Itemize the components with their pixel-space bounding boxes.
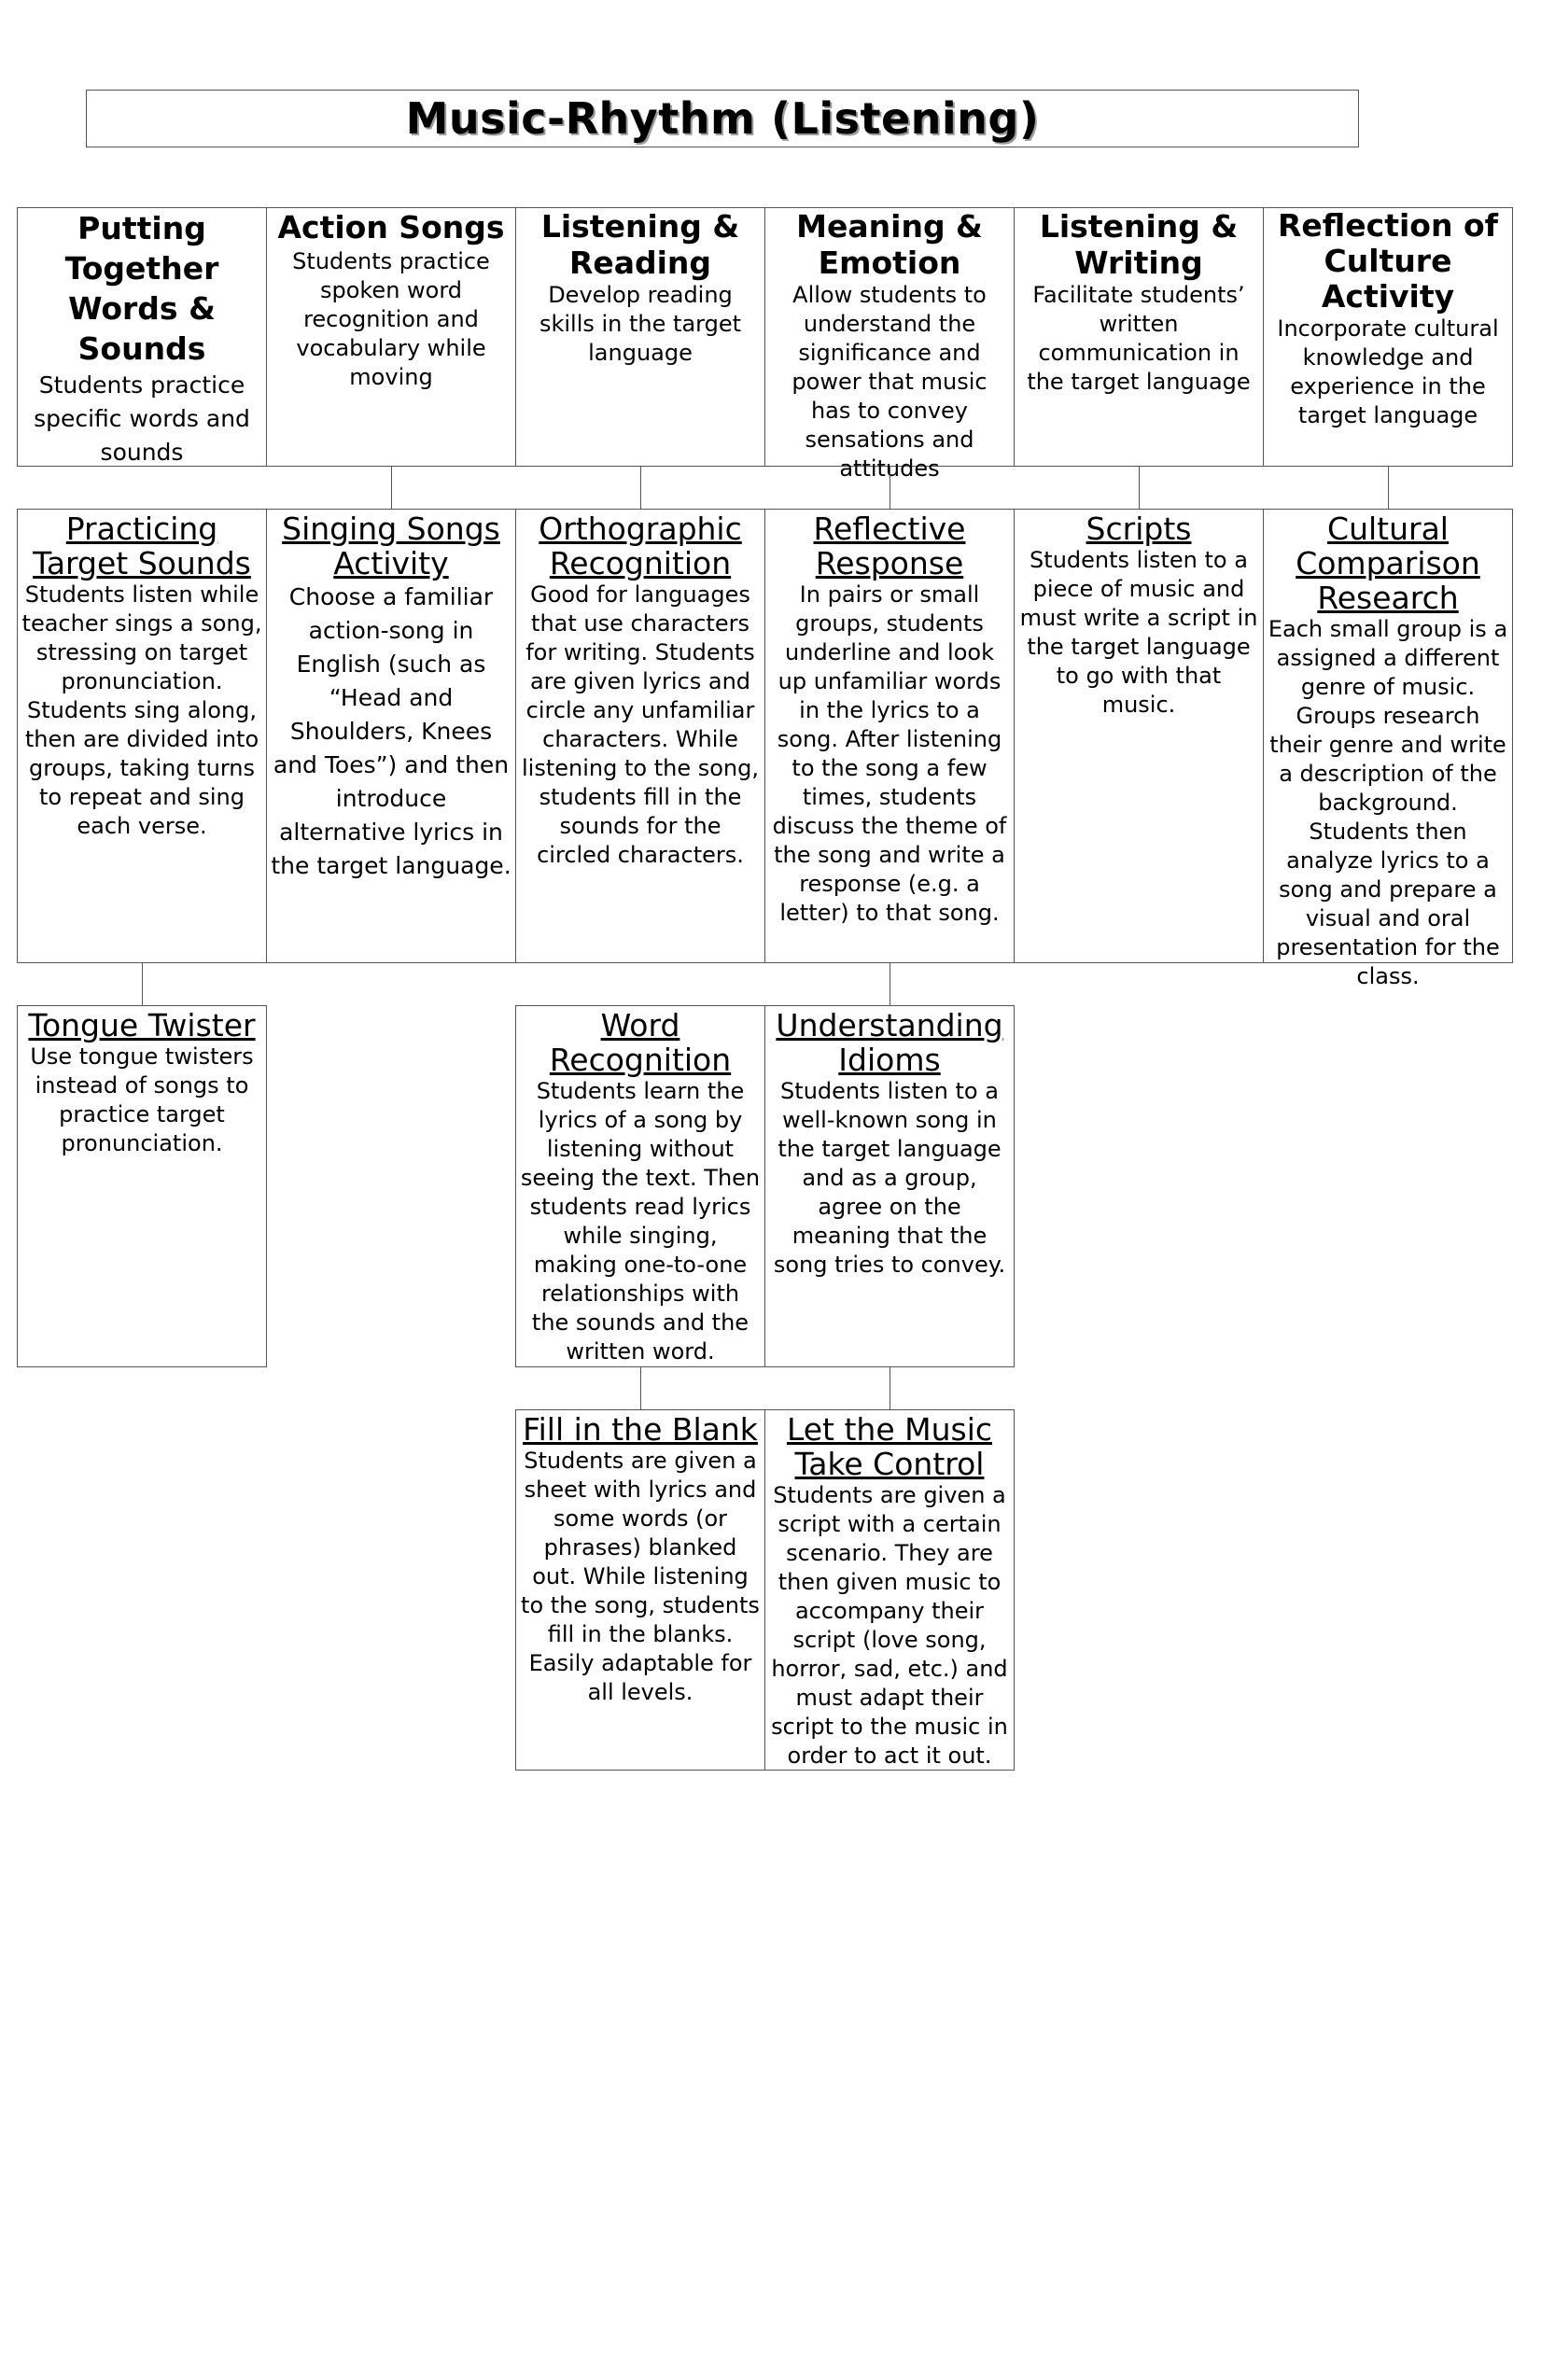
title-box	[86, 90, 1359, 147]
activity-tongue-twister	[17, 1005, 267, 1367]
activity-title: Fill in the Blank	[523, 1411, 758, 1448]
activity-description: Students are given a sheet with lyrics and some words (or phrases) blanked out. While listening to the song, students fill in the blanks. Easily adaptable for all levels.	[521, 1448, 760, 1705]
activity-description: Students are given a script with a certain scenario. They are then given music to accompany their script (love song, horror, sad, etc.) and must adapt their script to the music in order to act it out.	[771, 1482, 1008, 1769]
activity-description: Use tongue twisters instead of songs to practice target pronunciation.	[30, 1043, 254, 1156]
activity-description: Choose a familiar action-song in English (such as “Head and Shoulders, Knees and Toes”) and then introduce alternative lyrics in the target language.	[271, 583, 511, 879]
category-description: Students practice specific words and sounds	[34, 371, 250, 466]
activity-title: Scripts	[1086, 511, 1192, 547]
category-box-action-songs	[266, 207, 516, 467]
connector-line	[391, 467, 392, 509]
activity-title: Orthographic Recognition	[539, 511, 742, 581]
activity-description: Students listen to a piece of music and must write a script in the target language to go with that music.	[1019, 547, 1258, 718]
activity-description: Each small group is a assigned a different genre of music. Groups research their genre and write a description of the background. Students then analyze lyrics to a song and prepare a visual and oral presentation for the class.	[1268, 616, 1508, 989]
category-heading: Meaning & Emotion	[796, 208, 983, 281]
activity-description: Students listen while teacher sings a song, stressing on target pronunciation. Students sing along, then are divided into groups, taking turns to repeat and sing each verse.	[21, 581, 262, 839]
activity-singing-songs	[266, 509, 516, 963]
connector-line	[142, 963, 143, 1005]
activity-title: Cultural Comparison Research	[1296, 511, 1480, 616]
category-heading: Putting Together Words & Sounds	[64, 210, 219, 367]
activity-title: Understanding Idioms	[776, 1007, 1003, 1078]
category-box-reflection-culture	[1263, 207, 1513, 467]
connector-line	[640, 1367, 641, 1409]
connector-line	[1139, 467, 1140, 509]
category-description: Facilitate students’ written communication in the target language	[1027, 282, 1251, 395]
activity-cultural-comparison	[1263, 509, 1513, 989]
page-title: Music-Rhythm (Listening)	[405, 93, 1040, 144]
activity-reflective-response	[764, 509, 1015, 963]
activity-scripts	[1014, 509, 1264, 963]
category-box-meaning-emotion	[764, 207, 1015, 482]
category-description: Students practice spoken word recognition and vocabulary while moving	[292, 248, 490, 390]
category-box-listening-reading	[515, 207, 765, 467]
category-description: Incorporate cultural knowledge and experience in the target language	[1277, 315, 1499, 428]
activity-title: Word Recognition	[549, 1007, 732, 1078]
activity-fill-in-the-blank	[515, 1409, 765, 1771]
activity-let-the-music-take-control	[764, 1409, 1015, 1771]
category-heading: Action Songs	[277, 209, 505, 245]
activity-word-recognition	[515, 1005, 765, 1367]
category-box-listening-writing	[1014, 207, 1264, 467]
activity-description: Students listen to a well-known song in the target language and as a group, agree on the meaning that the song tries to convey.	[773, 1078, 1006, 1278]
activity-title: Reflective Response	[813, 511, 966, 581]
activity-description: Students learn the lyrics of a song by listening without seeing the text. Then students read lyrics while singing, making one-to-one relationships with the sounds and the written word.	[520, 1078, 761, 1365]
category-description: Allow students to understand the significance and power that music has to convey sensations and attitudes	[792, 282, 988, 482]
category-heading: Reflection of Culture Activity	[1278, 207, 1498, 315]
connector-line	[1388, 467, 1389, 509]
activity-title: Practicing Target Sounds	[33, 511, 251, 581]
activity-practicing-target-sounds	[17, 509, 267, 963]
category-box-putting-together	[17, 207, 267, 467]
activity-title: Let the Music Take Control	[786, 1411, 993, 1482]
activity-description: In pairs or small groups, students underline and look up unfamiliar words in the lyrics to a song. After listening to the song a few times, students discuss the theme of the song and write a response (e.g. a letter) to that song.	[772, 581, 1007, 926]
category-description: Develop reading skills in the target language	[539, 282, 742, 366]
activity-description: Good for languages that use characters for writing. Students are given lyrics and circle any unfamiliar characters. While listening to the song, students fill in the sounds for the circled characters.	[522, 581, 759, 868]
activity-title: Tongue Twister	[28, 1007, 256, 1043]
activity-title: Singing Songs Activity	[282, 511, 500, 581]
category-heading: Listening & Reading	[540, 208, 740, 281]
activity-orthographic-recognition	[515, 509, 765, 963]
category-heading: Listening & Writing	[1039, 208, 1239, 281]
activity-understanding-idioms	[764, 1005, 1015, 1367]
connector-line	[640, 467, 641, 509]
